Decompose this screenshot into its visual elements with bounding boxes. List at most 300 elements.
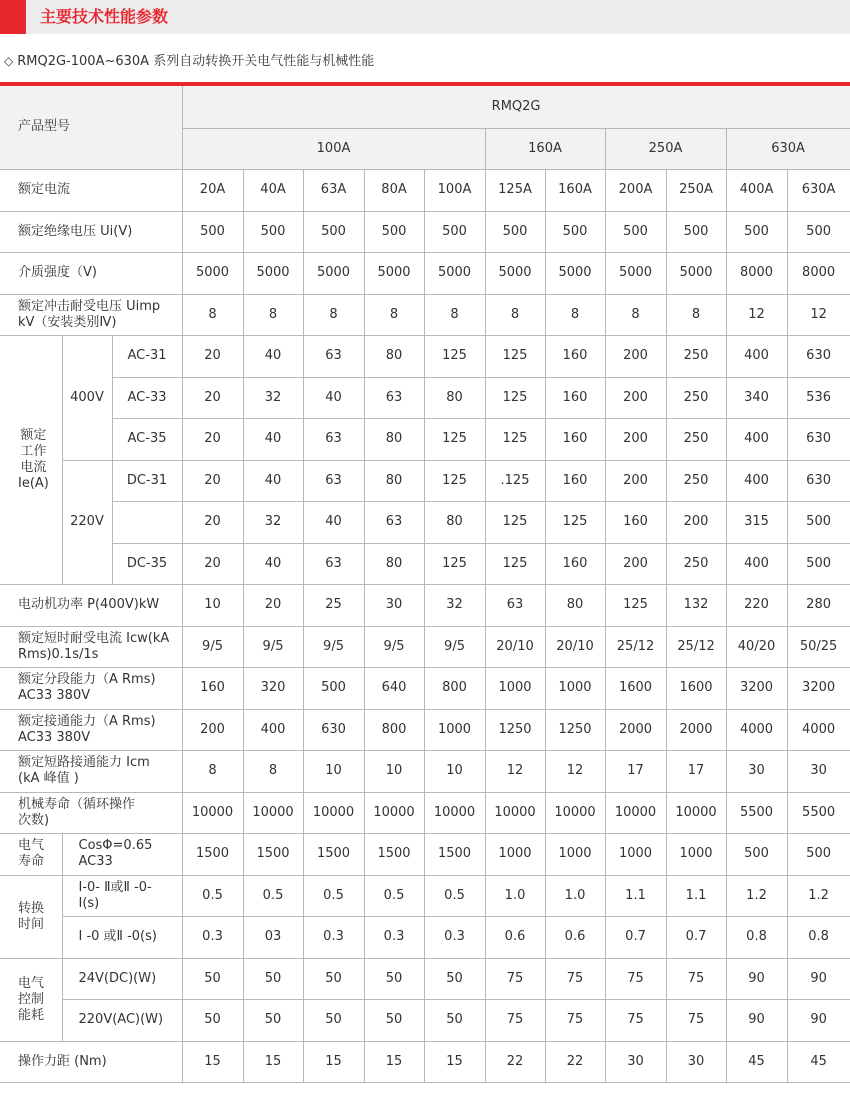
value-cell: 75 bbox=[545, 999, 605, 1041]
value-cell: 10000 bbox=[303, 792, 364, 833]
category-label: AC-35 bbox=[112, 418, 182, 460]
value-cell: 30 bbox=[666, 1041, 726, 1082]
value-cell: 8 bbox=[424, 294, 485, 335]
value-cell: 50 bbox=[303, 958, 364, 999]
group-label-line: 额定 bbox=[20, 427, 47, 443]
value-cell: 40/20 bbox=[726, 626, 787, 667]
value-cell: 20 bbox=[182, 501, 243, 543]
value-cell: 20 bbox=[182, 335, 243, 377]
value-cell: 315 bbox=[726, 501, 787, 543]
value-cell: 63 bbox=[303, 335, 364, 377]
value-cell: 80 bbox=[424, 501, 485, 543]
value-cell: 30 bbox=[364, 584, 424, 626]
value-cell: 100A bbox=[424, 169, 485, 211]
value-cell: 10000 bbox=[666, 792, 726, 833]
row-label bbox=[0, 792, 182, 833]
transfer-time-group-label bbox=[0, 875, 62, 958]
value-cell: 630 bbox=[787, 460, 850, 501]
value-cell: 125 bbox=[424, 335, 485, 377]
value-cell: 500 bbox=[787, 501, 850, 543]
value-cell: 45 bbox=[787, 1041, 850, 1082]
value-cell: 250 bbox=[666, 418, 726, 460]
group-label-line: Ie(A) bbox=[18, 475, 49, 491]
value-cell: 50 bbox=[424, 958, 485, 999]
value-cell: 4000 bbox=[787, 709, 850, 750]
value-cell: 630 bbox=[787, 335, 850, 377]
value-cell: 25 bbox=[303, 584, 364, 626]
value-cell: 500 bbox=[787, 211, 850, 252]
value-cell: 30 bbox=[787, 750, 850, 792]
value-cell: 0.8 bbox=[726, 916, 787, 958]
frame-header-250a: 250A bbox=[605, 128, 726, 169]
value-cell: 17 bbox=[666, 750, 726, 792]
value-cell: 160 bbox=[545, 335, 605, 377]
value-cell: 500 bbox=[666, 211, 726, 252]
value-cell: .125 bbox=[485, 460, 545, 501]
value-cell: 200A bbox=[605, 169, 666, 211]
value-cell: 15 bbox=[182, 1041, 243, 1082]
frame-header-160a: 160A bbox=[485, 128, 605, 169]
row-label-line: AC33 380V bbox=[18, 688, 91, 703]
frame-header-630a: 630A bbox=[726, 128, 850, 169]
value-cell: 90 bbox=[726, 958, 787, 999]
value-cell: 200 bbox=[605, 377, 666, 418]
value-cell: 40 bbox=[303, 501, 364, 543]
diamond-icon: ◇ bbox=[4, 54, 14, 68]
spec-table bbox=[0, 86, 850, 1083]
value-cell: 1500 bbox=[364, 833, 424, 875]
value-cell: 400A bbox=[726, 169, 787, 211]
value-cell: 160 bbox=[545, 418, 605, 460]
value-cell: 5000 bbox=[666, 252, 726, 294]
category-label bbox=[112, 501, 182, 543]
value-cell: 536 bbox=[787, 377, 850, 418]
value-cell: 63 bbox=[303, 543, 364, 584]
value-cell: 0.3 bbox=[424, 916, 485, 958]
value-cell: 8 bbox=[243, 750, 303, 792]
value-cell: 50 bbox=[182, 958, 243, 999]
value-cell: 0.5 bbox=[424, 875, 485, 916]
value-cell: 0.8 bbox=[787, 916, 850, 958]
value-cell: 500 bbox=[424, 211, 485, 252]
value-cell: 10 bbox=[303, 750, 364, 792]
group-label-line: 电流 bbox=[20, 459, 47, 475]
value-cell: 250A bbox=[666, 169, 726, 211]
value-cell: 9/5 bbox=[303, 626, 364, 667]
value-cell: 80 bbox=[364, 418, 424, 460]
value-cell: 630 bbox=[303, 709, 364, 750]
value-cell: 80 bbox=[545, 584, 605, 626]
value-cell: 5000 bbox=[605, 252, 666, 294]
value-cell: 10000 bbox=[182, 792, 243, 833]
value-cell: 1.0 bbox=[485, 875, 545, 916]
value-cell: 5000 bbox=[424, 252, 485, 294]
value-cell: 200 bbox=[605, 335, 666, 377]
value-cell: 63 bbox=[364, 501, 424, 543]
condition-line: CosΦ=0.65 bbox=[78, 838, 153, 853]
value-cell: 400 bbox=[726, 543, 787, 584]
value-cell: 500 bbox=[726, 833, 787, 875]
value-cell: 1500 bbox=[424, 833, 485, 875]
value-cell: 20 bbox=[182, 377, 243, 418]
value-cell: 10000 bbox=[605, 792, 666, 833]
value-cell: 0.7 bbox=[666, 916, 726, 958]
value-cell: 9/5 bbox=[424, 626, 485, 667]
transfer-time-condition bbox=[62, 875, 182, 916]
value-cell: 200 bbox=[666, 501, 726, 543]
value-cell: 17 bbox=[605, 750, 666, 792]
value-cell: 50 bbox=[424, 999, 485, 1041]
value-cell: 40 bbox=[303, 377, 364, 418]
value-cell: 8 bbox=[303, 294, 364, 335]
value-cell: 63 bbox=[485, 584, 545, 626]
value-cell: 500 bbox=[605, 211, 666, 252]
transfer-time-condition: Ⅰ -0 或Ⅱ -0(s) bbox=[62, 916, 182, 958]
value-cell: 5000 bbox=[485, 252, 545, 294]
condition-line: AC33 bbox=[78, 854, 113, 869]
value-cell: 40 bbox=[243, 460, 303, 501]
value-cell: 4000 bbox=[726, 709, 787, 750]
value-cell: 1.2 bbox=[787, 875, 850, 916]
row-label-line: 机械寿命（循环操作 bbox=[18, 796, 136, 812]
value-cell: 32 bbox=[243, 501, 303, 543]
value-cell: 8 bbox=[485, 294, 545, 335]
value-cell: 1000 bbox=[545, 833, 605, 875]
working-current-group-label bbox=[0, 335, 62, 584]
value-cell: 125 bbox=[424, 418, 485, 460]
value-cell: 160 bbox=[545, 460, 605, 501]
product-model-label: 产品型号 bbox=[0, 86, 182, 169]
value-cell: 8 bbox=[545, 294, 605, 335]
value-cell: 9/5 bbox=[364, 626, 424, 667]
table-caption bbox=[4, 50, 374, 72]
row-label: 操作力距 (Nm) bbox=[0, 1041, 182, 1082]
value-cell: 340 bbox=[726, 377, 787, 418]
row-label-line: 额定短时耐受电流 Icw(kA bbox=[18, 630, 170, 646]
value-cell: 1.2 bbox=[726, 875, 787, 916]
row-label-line: 次数) bbox=[18, 812, 50, 828]
value-cell: 20/10 bbox=[485, 626, 545, 667]
value-cell: 8 bbox=[605, 294, 666, 335]
value-cell: 90 bbox=[787, 999, 850, 1041]
value-cell: 1600 bbox=[605, 667, 666, 709]
value-cell: 8000 bbox=[787, 252, 850, 294]
value-cell: 1600 bbox=[666, 667, 726, 709]
value-cell: 400 bbox=[243, 709, 303, 750]
row-label-line: (kA 峰值 ) bbox=[18, 771, 79, 786]
header-accent-block bbox=[0, 0, 26, 34]
value-cell: 500 bbox=[182, 211, 243, 252]
value-cell: 80 bbox=[364, 543, 424, 584]
value-cell: 8 bbox=[182, 750, 243, 792]
value-cell: 500 bbox=[243, 211, 303, 252]
value-cell: 1.0 bbox=[545, 875, 605, 916]
value-cell: 280 bbox=[787, 584, 850, 626]
value-cell: 30 bbox=[726, 750, 787, 792]
value-cell: 8 bbox=[364, 294, 424, 335]
value-cell: 9/5 bbox=[243, 626, 303, 667]
value-cell: 90 bbox=[787, 958, 850, 999]
value-cell: 200 bbox=[605, 460, 666, 501]
row-label-line: 额定冲击耐受电压 Uimp bbox=[18, 298, 161, 314]
value-cell: 1000 bbox=[605, 833, 666, 875]
series-header: RMQ2G bbox=[182, 86, 850, 128]
value-cell: 15 bbox=[364, 1041, 424, 1082]
value-cell: 1500 bbox=[243, 833, 303, 875]
value-cell: 40A bbox=[243, 169, 303, 211]
control-power-condition: 24V(DC)(W) bbox=[62, 958, 182, 999]
row-label bbox=[0, 709, 182, 750]
value-cell: 160A bbox=[545, 169, 605, 211]
value-cell: 32 bbox=[424, 584, 485, 626]
value-cell: 1.1 bbox=[666, 875, 726, 916]
value-cell: 1250 bbox=[485, 709, 545, 750]
value-cell: 50 bbox=[243, 999, 303, 1041]
value-cell: 250 bbox=[666, 543, 726, 584]
value-cell: 75 bbox=[605, 958, 666, 999]
value-cell: 0.6 bbox=[545, 916, 605, 958]
value-cell: 160 bbox=[605, 501, 666, 543]
value-cell: 3200 bbox=[787, 667, 850, 709]
value-cell: 250 bbox=[666, 335, 726, 377]
value-cell: 0.5 bbox=[243, 875, 303, 916]
value-cell: 10 bbox=[182, 584, 243, 626]
row-label bbox=[0, 750, 182, 792]
value-cell: 10000 bbox=[243, 792, 303, 833]
value-cell: 20 bbox=[243, 584, 303, 626]
value-cell: 45 bbox=[726, 1041, 787, 1082]
value-cell: 160 bbox=[545, 543, 605, 584]
value-cell: 63 bbox=[303, 460, 364, 501]
value-cell: 10 bbox=[364, 750, 424, 792]
value-cell: 1000 bbox=[424, 709, 485, 750]
value-cell: 0.6 bbox=[485, 916, 545, 958]
row-label: 电动机功率 P(400V)kW bbox=[0, 584, 182, 626]
value-cell: 160 bbox=[182, 667, 243, 709]
value-cell: 50/25 bbox=[787, 626, 850, 667]
value-cell: 125 bbox=[485, 501, 545, 543]
value-cell: 20 bbox=[182, 543, 243, 584]
condition-line: Ⅰ(s) bbox=[78, 895, 100, 911]
value-cell: 160 bbox=[545, 377, 605, 418]
value-cell: 400 bbox=[726, 335, 787, 377]
value-cell: 5000 bbox=[545, 252, 605, 294]
value-cell: 80 bbox=[364, 460, 424, 501]
electrical-life-condition bbox=[62, 833, 182, 875]
value-cell: 400 bbox=[726, 460, 787, 501]
value-cell: 63 bbox=[303, 418, 364, 460]
value-cell: 125 bbox=[485, 418, 545, 460]
row-label: 额定电流 bbox=[0, 169, 182, 211]
table-caption-text: RMQ2G-100A~630A 系列自动转换开关电气性能与机械性能 bbox=[17, 54, 375, 69]
value-cell: 5500 bbox=[787, 792, 850, 833]
value-cell: 50 bbox=[182, 999, 243, 1041]
section-header bbox=[0, 0, 850, 34]
value-cell: 1250 bbox=[545, 709, 605, 750]
category-label: DC-31 bbox=[112, 460, 182, 501]
value-cell: 500 bbox=[545, 211, 605, 252]
value-cell: 125 bbox=[424, 460, 485, 501]
value-cell: 8000 bbox=[726, 252, 787, 294]
value-cell: 75 bbox=[485, 958, 545, 999]
value-cell: 5000 bbox=[182, 252, 243, 294]
value-cell: 132 bbox=[666, 584, 726, 626]
row-label-line: AC33 380V bbox=[18, 729, 91, 745]
value-cell: 500 bbox=[364, 211, 424, 252]
value-cell: 15 bbox=[424, 1041, 485, 1082]
group-label-line: 控制 bbox=[18, 991, 45, 1007]
voltage-220v-label: 220V bbox=[62, 460, 112, 584]
value-cell: 50 bbox=[303, 999, 364, 1041]
value-cell: 12 bbox=[545, 750, 605, 792]
value-cell: 0.7 bbox=[605, 916, 666, 958]
value-cell: 63A bbox=[303, 169, 364, 211]
value-cell: 320 bbox=[243, 667, 303, 709]
value-cell: 0.5 bbox=[182, 875, 243, 916]
row-label-line: 额定分段能力（A Rms) bbox=[18, 672, 156, 687]
value-cell: 75 bbox=[605, 999, 666, 1041]
value-cell: 22 bbox=[545, 1041, 605, 1082]
value-cell: 50 bbox=[364, 999, 424, 1041]
value-cell: 500 bbox=[787, 543, 850, 584]
value-cell: 40 bbox=[243, 543, 303, 584]
row-label-line: 额定短路接通能力 Icm bbox=[18, 755, 150, 770]
value-cell: 30 bbox=[605, 1041, 666, 1082]
group-label-line: 时间 bbox=[18, 916, 45, 932]
value-cell: 500 bbox=[303, 667, 364, 709]
value-cell: 50 bbox=[243, 958, 303, 999]
value-cell: 80A bbox=[364, 169, 424, 211]
row-label bbox=[0, 294, 182, 335]
value-cell: 500 bbox=[726, 211, 787, 252]
voltage-400v-label: 400V bbox=[62, 335, 112, 460]
value-cell: 40 bbox=[243, 418, 303, 460]
value-cell: 10000 bbox=[424, 792, 485, 833]
value-cell: 800 bbox=[424, 667, 485, 709]
value-cell: 40 bbox=[243, 335, 303, 377]
value-cell: 1000 bbox=[485, 667, 545, 709]
value-cell: 8 bbox=[182, 294, 243, 335]
value-cell: 10 bbox=[424, 750, 485, 792]
value-cell: 03 bbox=[243, 916, 303, 958]
value-cell: 0.5 bbox=[364, 875, 424, 916]
category-label: AC-31 bbox=[112, 335, 182, 377]
row-label-line: Rms)0.1s/1s bbox=[18, 646, 99, 662]
category-label: AC-33 bbox=[112, 377, 182, 418]
value-cell: 75 bbox=[666, 999, 726, 1041]
value-cell: 0.3 bbox=[364, 916, 424, 958]
value-cell: 1000 bbox=[545, 667, 605, 709]
group-label-line: 电气 bbox=[18, 975, 45, 991]
value-cell: 630 bbox=[787, 418, 850, 460]
category-label: DC-35 bbox=[112, 543, 182, 584]
value-cell: 25/12 bbox=[605, 626, 666, 667]
value-cell: 50 bbox=[364, 958, 424, 999]
value-cell: 1500 bbox=[303, 833, 364, 875]
value-cell: 125 bbox=[605, 584, 666, 626]
value-cell: 20A bbox=[182, 169, 243, 211]
group-label-line: 寿命 bbox=[18, 854, 45, 869]
row-label bbox=[0, 667, 182, 709]
value-cell: 0.3 bbox=[182, 916, 243, 958]
value-cell: 75 bbox=[485, 999, 545, 1041]
value-cell: 15 bbox=[303, 1041, 364, 1082]
value-cell: 75 bbox=[666, 958, 726, 999]
value-cell: 200 bbox=[605, 543, 666, 584]
value-cell: 2000 bbox=[605, 709, 666, 750]
condition-line: Ⅰ-0- Ⅱ或Ⅱ -0- bbox=[78, 879, 152, 895]
control-power-condition: 220V(AC)(W) bbox=[62, 999, 182, 1041]
value-cell: 8 bbox=[666, 294, 726, 335]
control-power-group-label bbox=[0, 958, 62, 1041]
value-cell: 5000 bbox=[364, 252, 424, 294]
value-cell: 1500 bbox=[182, 833, 243, 875]
electrical-life-group-label bbox=[0, 833, 62, 875]
value-cell: 250 bbox=[666, 377, 726, 418]
value-cell: 125 bbox=[545, 501, 605, 543]
value-cell: 10000 bbox=[545, 792, 605, 833]
value-cell: 125 bbox=[485, 335, 545, 377]
value-cell: 640 bbox=[364, 667, 424, 709]
value-cell: 200 bbox=[605, 418, 666, 460]
value-cell: 5000 bbox=[303, 252, 364, 294]
group-label-line: 转换 bbox=[18, 900, 45, 916]
value-cell: 9/5 bbox=[182, 626, 243, 667]
value-cell: 200 bbox=[182, 709, 243, 750]
value-cell: 63 bbox=[364, 377, 424, 418]
value-cell: 5000 bbox=[243, 252, 303, 294]
value-cell: 12 bbox=[485, 750, 545, 792]
value-cell: 12 bbox=[726, 294, 787, 335]
value-cell: 630A bbox=[787, 169, 850, 211]
value-cell: 12 bbox=[787, 294, 850, 335]
value-cell: 75 bbox=[545, 958, 605, 999]
value-cell: 10000 bbox=[364, 792, 424, 833]
value-cell: 500 bbox=[485, 211, 545, 252]
value-cell: 500 bbox=[787, 833, 850, 875]
row-label-line: 额定接通能力（A Rms) bbox=[18, 713, 156, 729]
value-cell: 15 bbox=[243, 1041, 303, 1082]
value-cell: 90 bbox=[726, 999, 787, 1041]
value-cell: 20/10 bbox=[545, 626, 605, 667]
value-cell: 32 bbox=[243, 377, 303, 418]
value-cell: 80 bbox=[364, 335, 424, 377]
value-cell: 400 bbox=[726, 418, 787, 460]
value-cell: 1.1 bbox=[605, 875, 666, 916]
section-title: 主要技术性能参数 bbox=[40, 7, 169, 26]
value-cell: 20 bbox=[182, 418, 243, 460]
value-cell: 125A bbox=[485, 169, 545, 211]
value-cell: 125 bbox=[485, 543, 545, 584]
value-cell: 220 bbox=[726, 584, 787, 626]
value-cell: 2000 bbox=[666, 709, 726, 750]
value-cell: 80 bbox=[424, 377, 485, 418]
value-cell: 500 bbox=[303, 211, 364, 252]
frame-header-100a: 100A bbox=[182, 128, 485, 169]
value-cell: 0.5 bbox=[303, 875, 364, 916]
value-cell: 125 bbox=[424, 543, 485, 584]
group-label-line: 能耗 bbox=[18, 1007, 45, 1023]
value-cell: 5500 bbox=[726, 792, 787, 833]
value-cell: 125 bbox=[485, 377, 545, 418]
value-cell: 800 bbox=[364, 709, 424, 750]
value-cell: 1000 bbox=[666, 833, 726, 875]
value-cell: 10000 bbox=[485, 792, 545, 833]
row-label-line: kV（安装类别Ⅳ) bbox=[18, 314, 117, 330]
group-label-line: 电气 bbox=[18, 838, 45, 853]
value-cell: 250 bbox=[666, 460, 726, 501]
value-cell: 25/12 bbox=[666, 626, 726, 667]
